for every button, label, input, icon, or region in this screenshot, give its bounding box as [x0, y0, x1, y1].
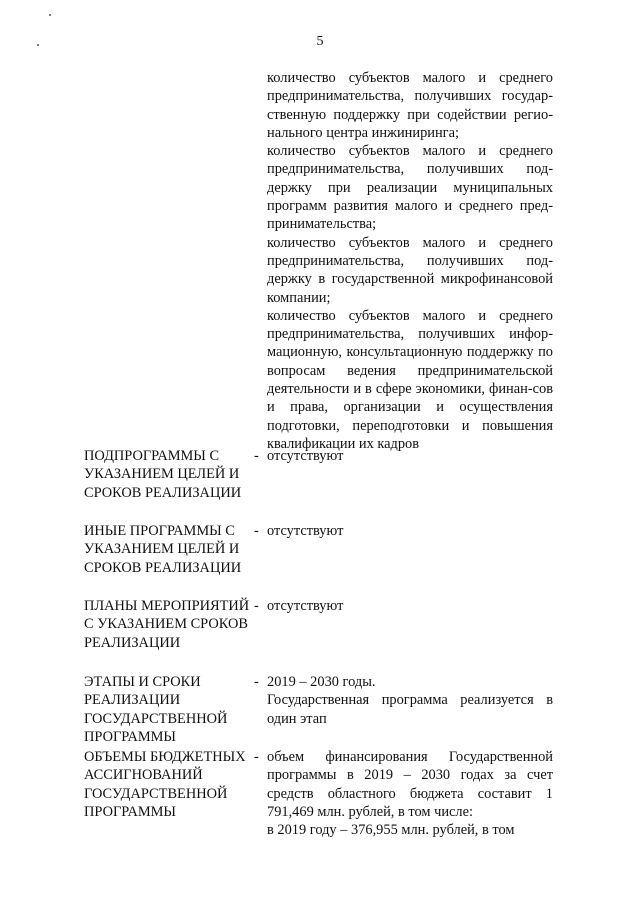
indicator-paragraph: количество субъектов малого и среднего предпринимательства, получивших под-держку в государственной микрофинансовой компании; — [267, 234, 553, 306]
row-dash: - — [254, 674, 259, 690]
scan-speck — [37, 44, 39, 46]
indicator-paragraph: количество субъектов малого и среднего предпринимательства, получивших инфор-мационную, консультационную поддержку по вопросам ведения предпринимательской деятельности и в сфере экономики, финан-сов и права, организации и осуществления подготовки, переподготовки и повышения квалификации их кадров — [267, 307, 553, 452]
row-label: ЭТАПЫ И СРОКИ РЕАЛИЗАЦИИ ГОСУДАРСТВЕННОЙ ПРОГРАММЫ — [84, 674, 228, 745]
row-label: ИНЫЕ ПРОГРАММЫ С УКАЗАНИЕМ ЦЕЛЕЙ И СРОКОВ РЕАЛИЗАЦИИ — [84, 523, 242, 576]
row-label: ПОДПРОГРАММЫ С УКАЗАНИЕМ ЦЕЛЕЙ И СРОКОВ РЕАЛИЗАЦИИ — [84, 448, 242, 501]
row-value-text: отсутствуют — [267, 523, 344, 539]
row-dash: - — [254, 749, 259, 765]
row-value — [267, 597, 553, 615]
row-value — [267, 673, 553, 728]
row-dash: - — [254, 523, 259, 539]
row-value-text: отсутствуют — [267, 598, 344, 614]
page-number: 5 — [316, 34, 324, 49]
row-value-text: в 2019 году – 376,955 млн. рублей, в том — [267, 822, 515, 839]
row-label: ПЛАНЫ МЕРОПРИЯТИЙ С УКАЗАНИЕМ СРОКОВ РЕАЛИЗАЦИИ — [84, 598, 250, 651]
row-label: ОБЪЕМЫ БЮДЖЕТНЫХ АССИГНОВАНИЙ ГОСУДАРСТВЕННОЙ ПРОГРАММЫ — [84, 749, 246, 820]
row-value-text: Государственная программа реализуется в один этап — [267, 692, 553, 727]
indicator-paragraph: количество субъектов малого и среднего предпринимательства, получивших под-держку при реализации муниципальных программ развития малого и среднего пред-принимательства; — [267, 143, 553, 233]
row-dash: - — [254, 598, 259, 614]
row-value — [267, 447, 553, 465]
row-dash: - — [254, 448, 259, 464]
scan-speck — [49, 14, 51, 16]
indicator-paragraph: количество субъектов малого и среднего предпринимательства, получивших государ-ственную поддержку при содействии регио-нального центра инжиниринга; — [267, 70, 553, 141]
row-value — [267, 522, 553, 540]
row-value-text: отсутствуют — [267, 448, 344, 464]
row-value — [267, 748, 553, 839]
row-value-text: 2019 – 2030 годы. — [267, 674, 376, 690]
indicator-list — [267, 69, 553, 453]
row-value-text: объем финансирования Государственной программы в 2019 – 2030 годах за счет средств областного бюджета составит 1 791,469 млн. рублей, в том числе: — [267, 749, 553, 820]
